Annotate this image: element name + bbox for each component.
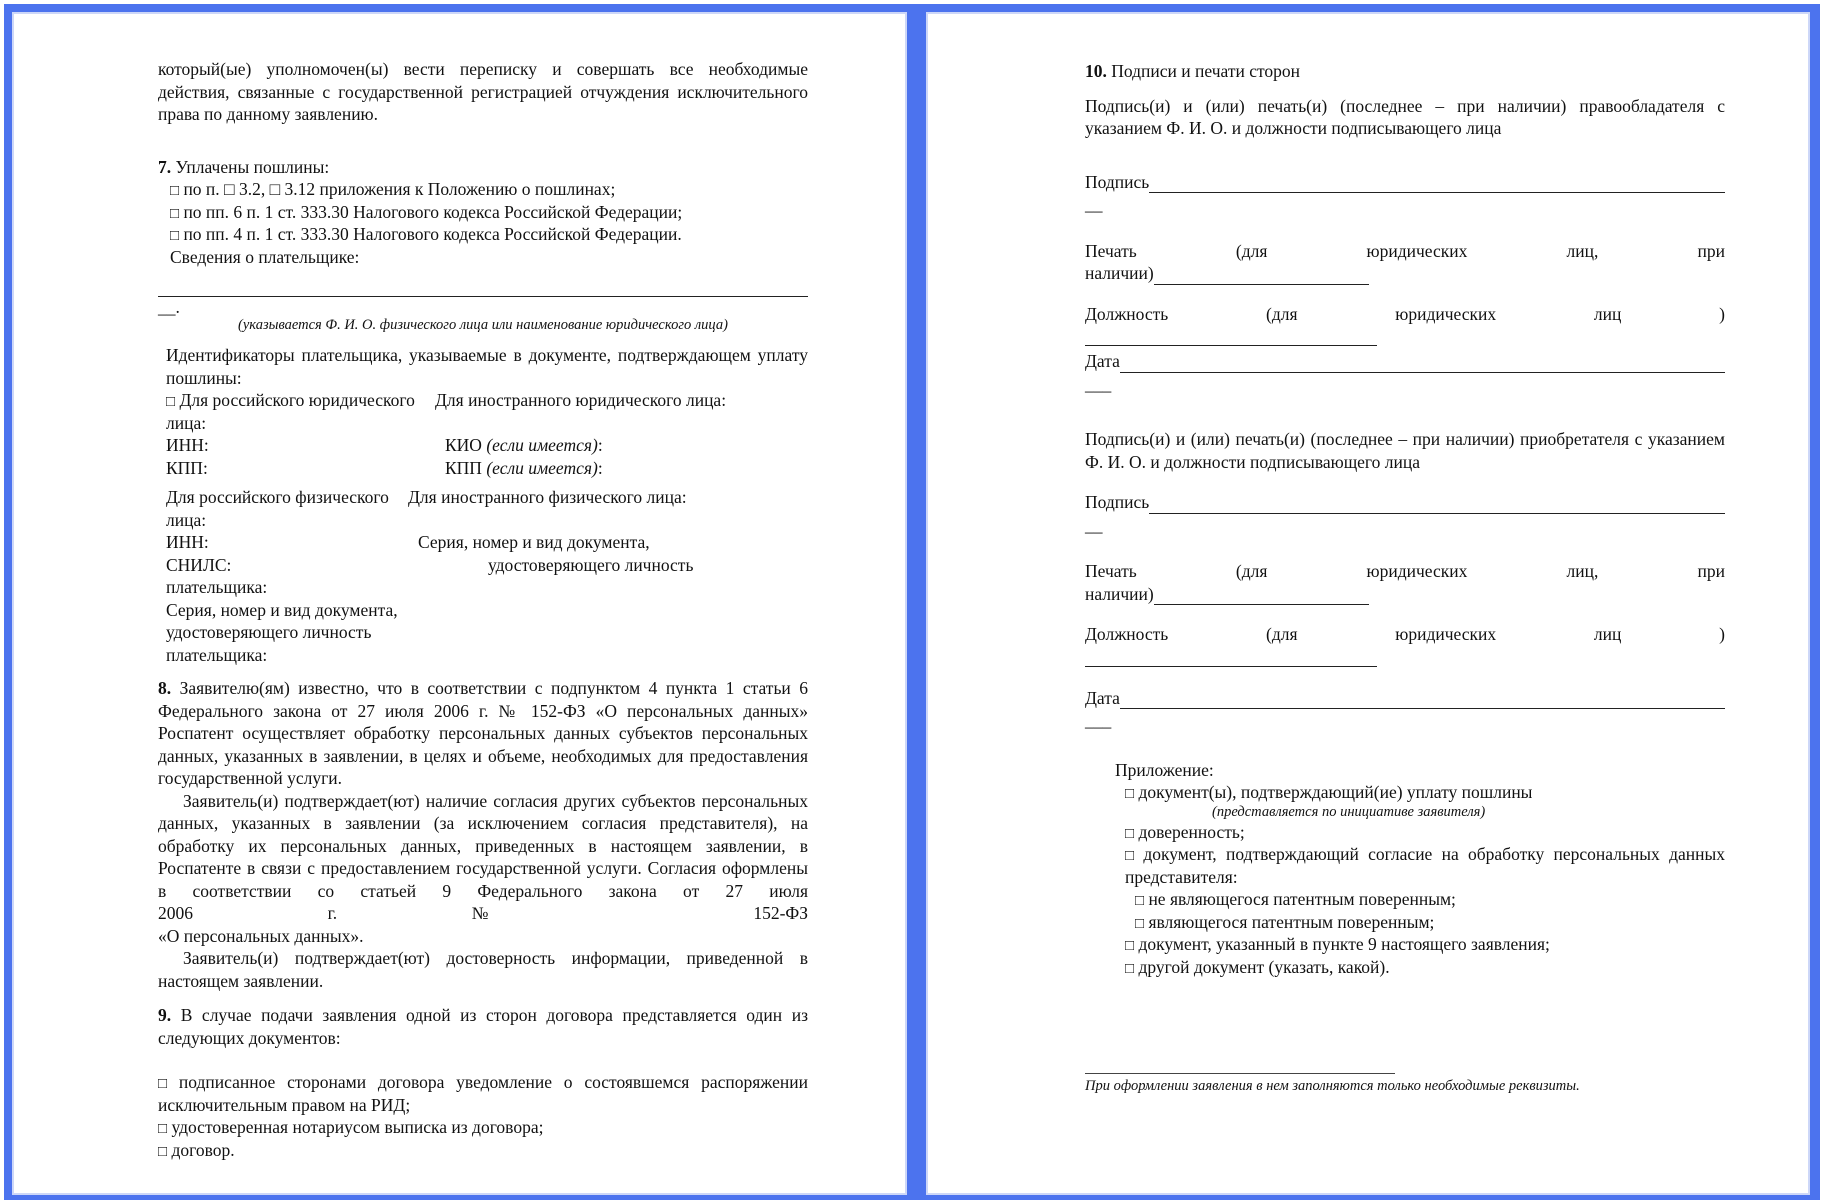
appendix-item-point9-doc: □ документ, указанный в пункте 9 настоящего заявления;	[1125, 934, 1550, 954]
page-left-content	[158, 58, 808, 1161]
position-blank-1	[1085, 325, 1725, 346]
position-blank-2	[1085, 646, 1725, 667]
seal-row-1: Печать (для юридических лиц, при	[1085, 240, 1725, 261]
payer-ids-individual-table	[158, 486, 808, 666]
date-row-1	[1085, 350, 1725, 373]
fee-item-2: □ по пп. 6 п. 1 ст. 333.30 Налогового кодекса Российской Федерации;	[170, 201, 683, 222]
position-line[interactable]	[1085, 325, 1377, 346]
individual-ru-header: Для российского физического лица:	[166, 487, 389, 530]
signature-line[interactable]	[1149, 172, 1725, 193]
fee-item-1: □ по п. □ 3.2, □ 3.12 приложения к Положению о пошлинах;	[170, 179, 616, 199]
appendix-item-other-doc: □ другой документ (указать, какой).	[1125, 956, 1390, 977]
date-row-2	[1085, 687, 1725, 710]
appendix-item-power-of-attorney: □ доверенность;	[1125, 821, 1245, 842]
seal-availability-label: наличии)	[1085, 263, 1154, 283]
viewer-frame	[4, 4, 1820, 1200]
acquirer-paragraph: Подпись(и) и (или) печать(и) (последнее – при наличии) приобретателя с указанием Ф. И. О. и должности подписывающего лица	[1085, 429, 1725, 472]
seal-row-2-cont	[1085, 583, 1725, 606]
checkbox-icon[interactable]: □	[1135, 893, 1145, 909]
checkbox-icon[interactable]: □	[158, 1076, 168, 1092]
section8-paragraph-2-tail: «О персональных данных».	[158, 925, 364, 946]
individual-doc-line2: удостоверяющего личность	[488, 554, 694, 575]
position-row-1: Должность (для юридических лиц )	[1085, 303, 1725, 324]
legal-ru-header: □ Для российского юридического лица:	[166, 390, 415, 433]
section9-intro: 9. В случае подачи заявления одной из сторон договора представляется один из следующих документов:	[158, 1005, 808, 1048]
signature-row-2	[1085, 491, 1725, 514]
section10-heading: 10. Подписи и печати сторон	[1085, 61, 1301, 81]
individual-doc-line1: Серия, номер и вид документа,	[418, 532, 650, 552]
appendix-item-fee-doc: □ документ(ы), подтверждающий(ие) уплату пошлины	[1125, 782, 1533, 802]
appendix-subitem-not-attorney: □ не являющегося патентным поверенным;	[1135, 889, 1456, 909]
checkbox-icon[interactable]: □	[1125, 848, 1135, 864]
section9-item-3: □ договор.	[158, 1139, 235, 1160]
checkbox-icon[interactable]: □	[1125, 825, 1135, 842]
individual-payer-label: плательщика:	[166, 577, 268, 597]
page-left	[14, 14, 905, 1193]
page-right-content	[1085, 60, 1725, 1094]
checkbox-icon[interactable]: □	[158, 1121, 168, 1137]
payer-info-line-tail: __.	[158, 297, 180, 317]
signature-line[interactable]	[158, 276, 808, 297]
signature-label: Подпись	[1085, 492, 1150, 512]
legal-kio-label: КИО (если имеется):	[445, 435, 603, 455]
legal-foreign-header: Для иностранного юридического лица:	[435, 390, 727, 410]
footnote-block	[1085, 1073, 1725, 1095]
section8-paragraph-3: Заявитель(и) подтверждает(ют) достоверность информации, приведенной в настоящем заявлении.	[158, 948, 808, 991]
section7-heading: 7. Уплачены пошлины:	[158, 156, 330, 177]
checkbox-icon[interactable]: □	[1125, 938, 1135, 954]
section7-number: 7.	[158, 156, 172, 177]
checkbox-icon[interactable]: □	[170, 228, 180, 244]
individual-ru-payer-label: плательщика:	[166, 644, 268, 665]
fee-item-3: □ по пп. 4 п. 1 ст. 333.30 Налогового кодекса Российской Федерации.	[170, 224, 682, 244]
seal-availability-label: наличии)	[1085, 583, 1154, 604]
seal-line[interactable]	[1154, 584, 1369, 605]
signature-tail-2: __	[1085, 514, 1103, 535]
appendix-item-consent-doc: □ документ, подтверждающий согласие на обработку персональных данных представителя:	[1125, 844, 1725, 887]
section9-item-1: □ подписанное сторонами договора уведомление о состоявшемся распоряжении исключительным правом на РИД;	[158, 1072, 809, 1115]
position-line[interactable]	[1085, 646, 1377, 667]
footnote-separator	[1085, 1073, 1395, 1074]
section9-number: 9.	[158, 1005, 172, 1025]
footnote-text: При оформлении заявления в нем заполняются только необходимые реквизиты.	[1085, 1078, 1580, 1094]
date-line[interactable]	[1120, 352, 1725, 373]
checkbox-icon[interactable]: □	[1125, 786, 1135, 802]
appendix-subitem-is-attorney: □ являющегося патентным поверенным;	[1135, 911, 1435, 932]
individual-ru-doc-line2: удостоверяющего личность	[166, 622, 372, 642]
payer-ids-legal-table	[158, 389, 808, 479]
seal-row-1-cont	[1085, 262, 1725, 285]
section10-number: 10.	[1085, 61, 1107, 81]
position-row-2: Должность (для юридических лиц )	[1085, 624, 1725, 644]
legal-inn-label: ИНН:	[166, 435, 209, 455]
checkbox-icon[interactable]: □	[158, 1143, 168, 1160]
seal-line[interactable]	[1154, 264, 1369, 285]
individual-foreign-header: Для иностранного физического лица:	[408, 487, 687, 507]
seal-row-2: Печать (для юридических лиц, при	[1085, 561, 1725, 581]
section9-item-2: □ удостоверенная нотариусом выписка из договора;	[158, 1117, 544, 1137]
checkbox-icon[interactable]: □	[170, 205, 180, 222]
signature-line[interactable]	[1149, 493, 1725, 514]
section8-paragraph-2: Заявитель(и) подтверждает(ют) наличие согласия других субъектов персональных данных, указанных в заявлении (за исключением согласия представителя), на обработку их персональных данных, приведенных в настоящем заявлении, в Роспатенте в связи с предоставлением государственной услуги. Согласия оформлены в соответствии со статьей 9 Федерального закона от 27 июля	[158, 790, 808, 901]
checkbox-icon[interactable]: □	[166, 394, 176, 410]
date-tail-2: ___	[1085, 710, 1112, 730]
appendix-item-fee-doc-note: (представляется по инициативе заявителя)	[1212, 803, 1486, 820]
individual-snils-label: СНИЛС:	[166, 554, 232, 575]
date-line[interactable]	[1120, 688, 1725, 709]
page-right	[928, 14, 1808, 1193]
signature-label: Подпись	[1085, 171, 1150, 192]
legal-foreign-kpp-label: КПП (если имеется):	[445, 457, 603, 478]
appendix-section	[1085, 759, 1725, 979]
signature-tail-1: __	[1085, 194, 1103, 214]
checkbox-icon[interactable]: □	[1125, 960, 1135, 977]
appendix-title: Приложение:	[1115, 759, 1214, 780]
section8-paragraph-2-spread-line: 2006 г. № 152-ФЗ	[158, 903, 808, 923]
intro-paragraph: который(ые) уполномочен(ы) вести переписку и совершать все необходимые действия, связанные с государственной регистрацией отчуждения исключительного права по данному заявлению.	[158, 59, 808, 124]
checkbox-icon[interactable]: □	[1135, 915, 1145, 932]
section8-number: 8.	[158, 678, 172, 698]
date-label: Дата	[1085, 687, 1120, 708]
payer-info-blank-line	[158, 276, 808, 297]
payer-ids-intro: Идентификаторы плательщика, указываемые в документе, подтверждающем уплату пошлины:	[166, 345, 808, 388]
payer-info-label: Сведения о плательщике:	[170, 246, 360, 267]
legal-kpp-label: КПП:	[166, 457, 208, 478]
payer-info-note: (указывается Ф. И. О. физического лица или наименование юридического лица)	[238, 317, 728, 333]
section8-paragraph-1: 8. Заявителю(ям) известно, что в соответствии с подпунктом 4 пункта 1 статьи 6 Федерального закона от 27 июля 2006 г. № 152-ФЗ «О персональных данных» Роспатент осуществляет обработку персональных данных субъектов персональных данных, указанных в заявлении, в целях и объеме, необходимых для предоставления государственной услуги.	[158, 678, 809, 788]
checkbox-icon[interactable]: □	[170, 183, 180, 199]
individual-ru-doc-line1: Серия, номер и вид документа,	[166, 599, 398, 620]
individual-inn-label: ИНН:	[166, 532, 209, 552]
date-label: Дата	[1085, 351, 1120, 371]
signature-row-1	[1085, 171, 1725, 194]
rightsholder-paragraph: Подпись(и) и (или) печать(и) (последнее – при наличии) правообладателя с указанием Ф. И. О. и должности подписывающего лица	[1085, 95, 1725, 138]
date-tail-1: ___	[1085, 373, 1112, 394]
